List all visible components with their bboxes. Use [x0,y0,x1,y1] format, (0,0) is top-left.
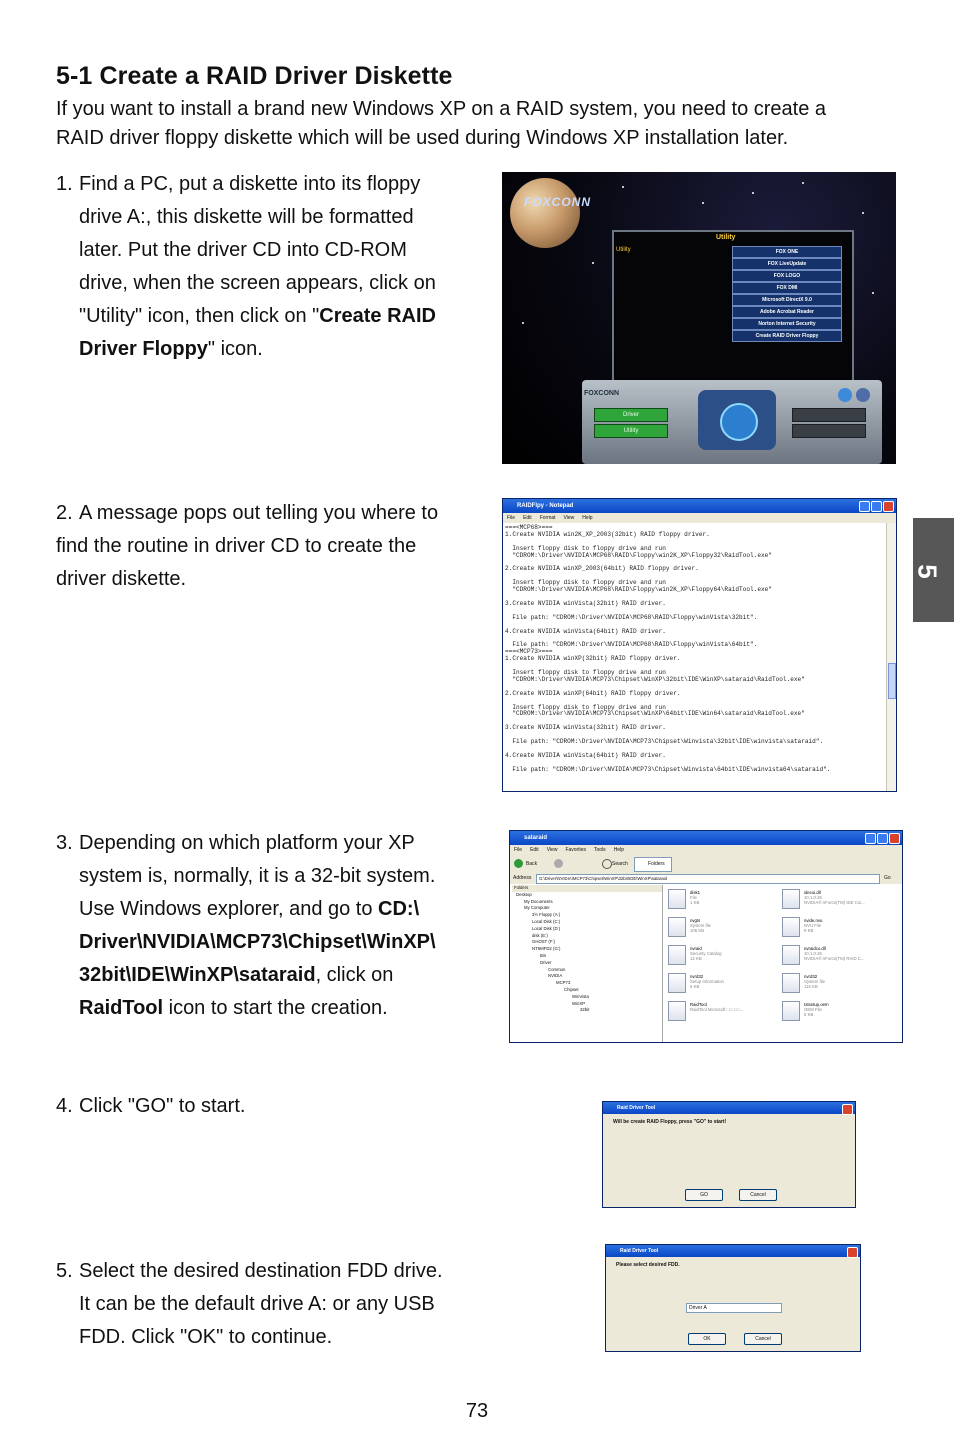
panel-slot [792,424,866,438]
minimize-icon[interactable] [838,388,852,402]
bold-term: RaidTool [79,997,164,1019]
address-input[interactable]: G:\Driver\NVIDIA\MCP73\Chipset\WinXP\32bit\IDE\WinXP\sataraid [536,874,880,884]
tree-item[interactable]: WinVista [572,993,589,999]
file-detail: txtsetup.oem [804,1002,829,1007]
title-bar [510,831,902,845]
menu-item-fox-one[interactable]: FOX ONE [732,246,842,258]
tree-item[interactable]: Bin [540,952,547,958]
explorer-window [509,830,903,1043]
dialog-title: Raid Driver Tool [617,1105,656,1111]
file-label [690,1002,743,1012]
file-label [690,946,722,962]
step-number: 3. [56,832,73,854]
step-text: Depending on which platform your XP [79,832,415,854]
notepad-line: 4.Create NVIDIA winVista(64bit) RAID driver. [505,751,666,759]
step-text: Select the desired destination FDD drive. [79,1260,443,1282]
step-text: 32bit\IDE\WinXP\sataraid, click on [79,964,394,986]
notepad-line: Insert floppy disk to floppy drive and run [505,544,666,552]
raid-tool-fdd-dialog [605,1244,861,1352]
file-icon [668,917,686,937]
notepad-window [502,498,897,792]
back-arrow-icon[interactable] [514,859,523,868]
menu-view[interactable]: View [546,847,558,853]
planet-image [510,178,580,248]
notepad-text-area[interactable] [505,525,885,774]
cd-disc-icon [698,390,776,450]
file-label [804,946,864,962]
ok-button[interactable]: OK [688,1333,726,1345]
file-detail: 12 KB [690,956,702,962]
tree-item[interactable]: Common [548,966,566,972]
menu-help[interactable]: Help [613,847,624,853]
file-detail: NVU File [804,923,822,929]
tree-item[interactable]: Driver [540,959,552,965]
file-detail: idecoi.dll [804,890,821,895]
console-logo: FOXCONN [584,390,619,397]
toolbar [510,855,902,873]
go-button[interactable]: Go [884,875,891,881]
menu-item-directx[interactable]: Microsoft DirectX 9.0 [732,294,842,306]
step-text: later. Put the driver CD into CD-ROM [79,239,407,261]
file-detail: File [690,895,697,901]
folder-tree [512,885,663,1042]
file-icon [782,889,800,909]
file-label [804,918,822,934]
step-number: 1. [56,173,73,195]
file-detail: RaidTool Microsoft □□□□□... [690,1007,744,1013]
menu-favorites[interactable]: Favorites [565,847,586,853]
notepad-line: 1.Create NVIDIA win2K_XP_2003(32bit) RAID floppy driver. [505,530,710,538]
scroll-thumb[interactable] [888,663,896,699]
file-detail: OEM File [804,1007,822,1013]
fdd-select-value: Driver A [689,1305,707,1311]
file-icon [782,945,800,965]
tree-item[interactable]: NT5MFD2 (G:) [532,946,561,952]
file-detail: 6 KB [690,984,700,990]
file-detail: nvgts [690,918,701,923]
bold-term: 32bit\IDE\WinXP\sataraid [79,964,316,986]
file-icon [668,1001,686,1021]
menu-bar [503,513,896,523]
bold-term: Driver Floppy [79,338,208,360]
notepad-line: "CDROM:\Driver\NVIDIA\MCP68\RAID\Floppy\win2K_XP\Floppy32\RaidTool.exe" [505,551,772,559]
file-detail: 10.1.0.26 [804,895,822,901]
step-text: find the routine in driver CD to create the [56,535,417,557]
bold-term: Driver\NVIDIA\MCP73\Chipset\WinXP\ [79,931,436,953]
tree-item[interactable]: 3½ Floppy (A:) [532,912,561,918]
file-detail: disk1 [690,890,701,895]
menu-help[interactable]: Help [582,515,593,521]
file-detail: 1 KB [690,900,700,906]
file-detail: 6 KB [804,1012,814,1018]
window-title: sataraid [524,835,548,841]
title-bar [503,499,896,513]
page-title: 5-1 Create a RAID Driver Diskette [56,62,453,90]
file-detail: Security Catalog [690,951,722,957]
bold-term: Create RAID [319,305,436,327]
maximize-icon[interactable] [877,833,888,844]
step-text: "Utility" icon, then click on "Create RAID [79,305,436,327]
menu-tools[interactable]: Tools [594,847,606,853]
folders-header: Folders [512,885,662,892]
notepad-line: File path: "CDROM:\Driver\NVIDIA\MCP68\RAID\Floppy\winVista\64bit". [505,641,758,649]
step-3 [56,827,436,1025]
file-detail: 105 KB [690,928,705,934]
notepad-line: 3.Create NVIDIA winVista(32bit) RAID driver. [505,724,666,732]
step-text: driver diskette. [56,568,187,590]
file-detail: System file [690,923,712,929]
step-text: Use Windows explorer, and go to CD:\ [79,898,420,920]
driver-button[interactable]: Driver [594,408,668,422]
tree-item[interactable]: My Documents [524,898,553,904]
menu-title: Utility [716,234,736,241]
notepad-line: "CDROM:\Driver\NVIDIA\MCP73\Chipset\WinXP\64bit\IDE\Win64\sataraid\RaidTool.exe" [505,710,805,718]
file-label [804,1002,829,1018]
notepad-line: 3.Create NVIDIA winVista(32bit) RAID driver. [505,599,666,607]
step-text: Click "GO" to start. [79,1095,246,1117]
utility-label: Utility [616,247,631,253]
file-detail: NVIDIA® nForce(TM) RAID C... [804,956,865,962]
notepad-line: 2.Create NVIDIA winXP_2003(64bit) RAID floppy driver. [505,565,699,573]
title-bar [603,1102,855,1114]
tree-item[interactable]: Local Disk (C:) [532,918,561,924]
file-detail: nvrd32 [804,974,818,979]
close-icon[interactable] [842,1104,853,1115]
step-text: drive, when the screen appears, click on [79,272,436,294]
tree-item[interactable]: Desktop [516,891,532,897]
notepad-line: Insert floppy disk to floppy drive and run [505,579,666,587]
file-detail: 116 KB [804,984,818,990]
step-text: It can be the default drive A: or any USB [79,1293,435,1315]
address-bar [510,873,902,884]
notepad-line: ===<MCP68>=== [505,524,553,531]
notepad-line: "CDROM:\Driver\NVIDIA\MCP68\RAID\Floppy\win2K_XP\Floppy64\RaidTool.exe" [505,586,772,594]
search-button[interactable]: Search [612,861,628,867]
address-label: Address [513,875,532,881]
step-4 [56,1090,245,1123]
file-icon [782,917,800,937]
back-button[interactable]: Back [526,861,538,867]
cancel-button[interactable]: Cancel [744,1333,782,1345]
go-button[interactable]: GO [685,1189,723,1201]
menu-item-fox-dmi[interactable]: FOX DMI [732,282,842,294]
notepad-line: Insert floppy disk to floppy drive and run [505,703,666,711]
step-text: FDD. Click "OK" to continue. [79,1326,333,1348]
close-icon[interactable] [883,501,894,512]
menu-item-norton[interactable]: Norton Internet Security [732,318,842,330]
file-detail: nvraid [690,946,702,951]
raid-tool-go-dialog [602,1101,856,1208]
menu-item-create-raid-floppy[interactable]: Create RAID Driver Floppy [732,330,842,342]
step-5 [56,1255,443,1354]
menu-file[interactable]: File [507,515,516,521]
step-2 [56,497,438,596]
foxconn-logo: FOXCONN [524,195,591,209]
fdd-select[interactable] [686,1303,782,1313]
file-label [690,890,700,906]
tree-item[interactable]: NVIDIA [548,973,563,979]
maximize-icon[interactable] [871,501,882,512]
bold-term: CD:\ [378,898,420,920]
window-title: RAIDFlpy - Notepad [517,503,574,509]
step-number: 5. [56,1260,73,1282]
file-detail: nvide.nvu [804,918,823,923]
chapter-number: 5 [912,564,943,579]
dialog-title: Raid Driver Tool [620,1248,659,1254]
folders-button[interactable]: Folders [648,861,665,867]
step-text: system is, normally, it is a 32-bit system. [79,865,436,887]
tree-item[interactable]: Chipset [564,986,579,992]
file-detail: nvrd32 [690,974,704,979]
notepad-line: Insert floppy disk to floppy drive and run [505,669,666,677]
step-text: A message pops out telling you where to [79,502,439,524]
menu-item-fox-logo[interactable]: FOX LOGO [732,270,842,282]
file-detail: 10.1.0.26 [804,951,822,957]
menu-format[interactable]: Format [539,515,556,521]
notepad-line: 2.Create NVIDIA winXP(64bit) RAID floppy driver. [505,689,681,697]
tree-item[interactable]: 32bit [580,1007,590,1013]
menu-edit[interactable]: Edit [530,847,539,853]
step-text: Driver Floppy" icon. [79,338,263,360]
file-detail: RaidTool [690,1002,707,1007]
file-detail: 9 KB [804,928,814,934]
step-number: 4. [56,1095,73,1117]
search-icon [602,859,612,869]
menu-view[interactable]: View [563,515,575,521]
step-number: 2. [56,502,73,524]
title-bar [606,1245,860,1257]
minimize-icon[interactable] [859,501,870,512]
file-icon [668,945,686,965]
file-label [690,974,724,990]
file-icon [668,973,686,993]
tree-item[interactable]: My Computer [524,905,550,911]
close-icon[interactable] [847,1247,858,1258]
tree-item[interactable]: disk (E:) [532,932,548,938]
foxconn-cd-screenshot [502,172,896,464]
file-detail: NVIDIA® nForce(TM) IDE Coi... [804,900,865,906]
notepad-line: File path: "CDROM:\Driver\NVIDIA\MCP68\RAID\Floppy\winVista\32bit". [505,613,758,621]
minimize-icon[interactable] [865,833,876,844]
file-label [690,918,711,934]
tree-item[interactable]: WinXP [572,1000,586,1006]
file-label [804,890,865,906]
close-icon[interactable] [889,833,900,844]
notepad-line: 4.Create NVIDIA winVista(64bit) RAID driver. [505,627,666,635]
file-detail: nvraidco.dll [804,946,826,951]
notepad-line: ===<MCP73>=== [505,648,553,656]
scrollbar[interactable] [886,523,896,791]
menu-file[interactable]: File [514,847,523,853]
utility-button[interactable]: Utility [594,424,668,438]
file-list [668,885,898,1042]
step-text [56,926,436,959]
step-1 [56,168,436,366]
tree-item[interactable]: Local Disk (D:) [532,925,561,931]
notepad-line: 1.Create NVIDIA winXP(32bit) RAID floppy driver. [505,655,681,663]
tree-item[interactable]: MCP73 [556,980,571,986]
close-icon[interactable] [856,388,870,402]
file-label [804,974,825,990]
chapter-tab [913,518,954,622]
dialog-message: Please select desired FDD. [616,1262,680,1268]
intro-paragraph [56,95,916,153]
menu-item-acrobat[interactable]: Adobe Acrobat Reader [732,306,842,318]
step-text: drive A:, this diskette will be formatted [79,206,414,228]
tree-item[interactable]: GHOST (F:) [532,939,556,945]
cancel-button[interactable]: Cancel [739,1189,777,1201]
panel-slot [792,408,866,422]
notepad-line: "CDROM:\Driver\NVIDIA\MCP73\Chipset\WinXP\32bit\IDE\WinXP\sataraid\RaidTool.exe" [505,675,805,683]
menu-bar [510,845,902,855]
menu-edit[interactable]: Edit [523,515,532,521]
intro-line: RAID driver floppy diskette which will be used during Windows XP installation later. [56,127,789,149]
step-text: Find a PC, put a diskette into its floppy [79,173,421,195]
intro-line: If you want to install a brand new Windows XP on a RAID system, you need to create a [56,98,827,120]
forward-arrow-icon[interactable] [554,859,563,868]
file-icon [668,889,686,909]
menu-item-fox-liveupdate[interactable]: FOX LiveUpdate [732,258,842,270]
file-icon [782,973,800,993]
notepad-line: File path: "CDROM:\Driver\NVIDIA\MCP73\Chipset\Winvista\32bit\IDE\winvista\sataraid". [505,738,824,746]
file-icon [782,1001,800,1021]
notepad-line: File path: "CDROM:\Driver\NVIDIA\MCP73\Chipset\Winvista\64bit\IDE\winvista64\sataraid". [505,765,831,773]
file-detail: Setup Information [690,979,724,985]
file-detail: System file [804,979,826,985]
page-number: 73 [465,1400,489,1422]
dialog-message: Will be create RAID Floppy, press "GO" to start! [613,1119,727,1125]
step-text: RaidTool icon to start the creation. [79,997,388,1019]
